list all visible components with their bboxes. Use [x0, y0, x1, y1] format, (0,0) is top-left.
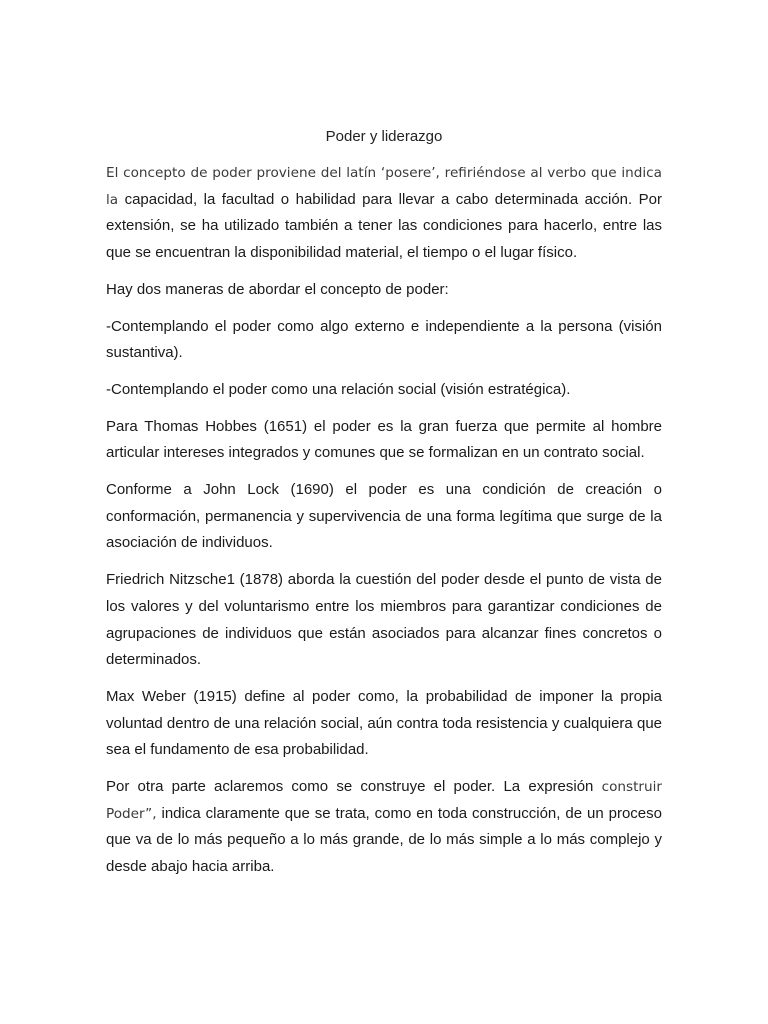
paragraph-lock: Conforme a John Lock (1690) el poder es una condición de creación o conformación, permanencia y supervivencia de una forma legítima que surge de la asociación de individuos.: [106, 481, 662, 552]
paragraph-nitzsche: Friedrich Nitzsche1 (1878) aborda la cuestión del poder desde el punto de vista de los valores y del voluntarismo entre los miembros para garantizar condiciones de agrupaciones de individuos que están asociados para alcanzar fines concretos o determinados.: [106, 571, 662, 669]
paragraph-body-text: capacidad, la facultad o habilidad para llevar a cabo determinada acción. Por extensión, se ha utilizado también a tener las condiciones para hacerlo, entre las que se encuentran la disponibilidad material, el tiempo o el lugar físico.: [106, 190, 662, 262]
paragraph-substantive-view: -Contemplando el poder como algo externo e independiente a la persona (visión sustantiva).: [106, 317, 662, 362]
paragraph-construir-poder: [106, 774, 662, 881]
document-page: [106, 124, 662, 891]
paragraph-before-text: Por otra parte aclaremos como se construye el poder. La expresión: [106, 778, 602, 796]
paragraph-lead-text: El concepto de poder proviene del latín ‘posere’, refiriéndose al verbo que indica la: [106, 165, 662, 208]
paragraph-concept-origin: [106, 160, 662, 267]
paragraph-two-ways: Hay dos maneras de abordar el concepto de poder:: [106, 280, 449, 298]
document-title: Poder y liderazgo: [325, 128, 443, 145]
paragraph-after-text: indica claramente que se trata, como en toda construcción, de un proceso que va de lo más pequeño a lo más grande, de lo más simple a lo más complejo y desde abajo hacia arriba.: [106, 804, 662, 876]
paragraph-strategic-view: -Contemplando el poder como una relación social (visión estratégica).: [106, 380, 571, 398]
paragraph-weber: Max Weber (1915) define al poder como, la probabilidad de imponer la propia voluntad dentro de una relación social, aún contra toda resistencia y cualquiera que sea el fundamento de esa probabilidad.: [106, 687, 662, 759]
paragraph-hobbes: Para Thomas Hobbes (1651) el poder es la gran fuerza que permite al hombre articular intereses integrados y comunes que se formalizan en un contrato social.: [106, 417, 662, 462]
paragraph-quote-text: construir Poder”,: [106, 779, 662, 822]
